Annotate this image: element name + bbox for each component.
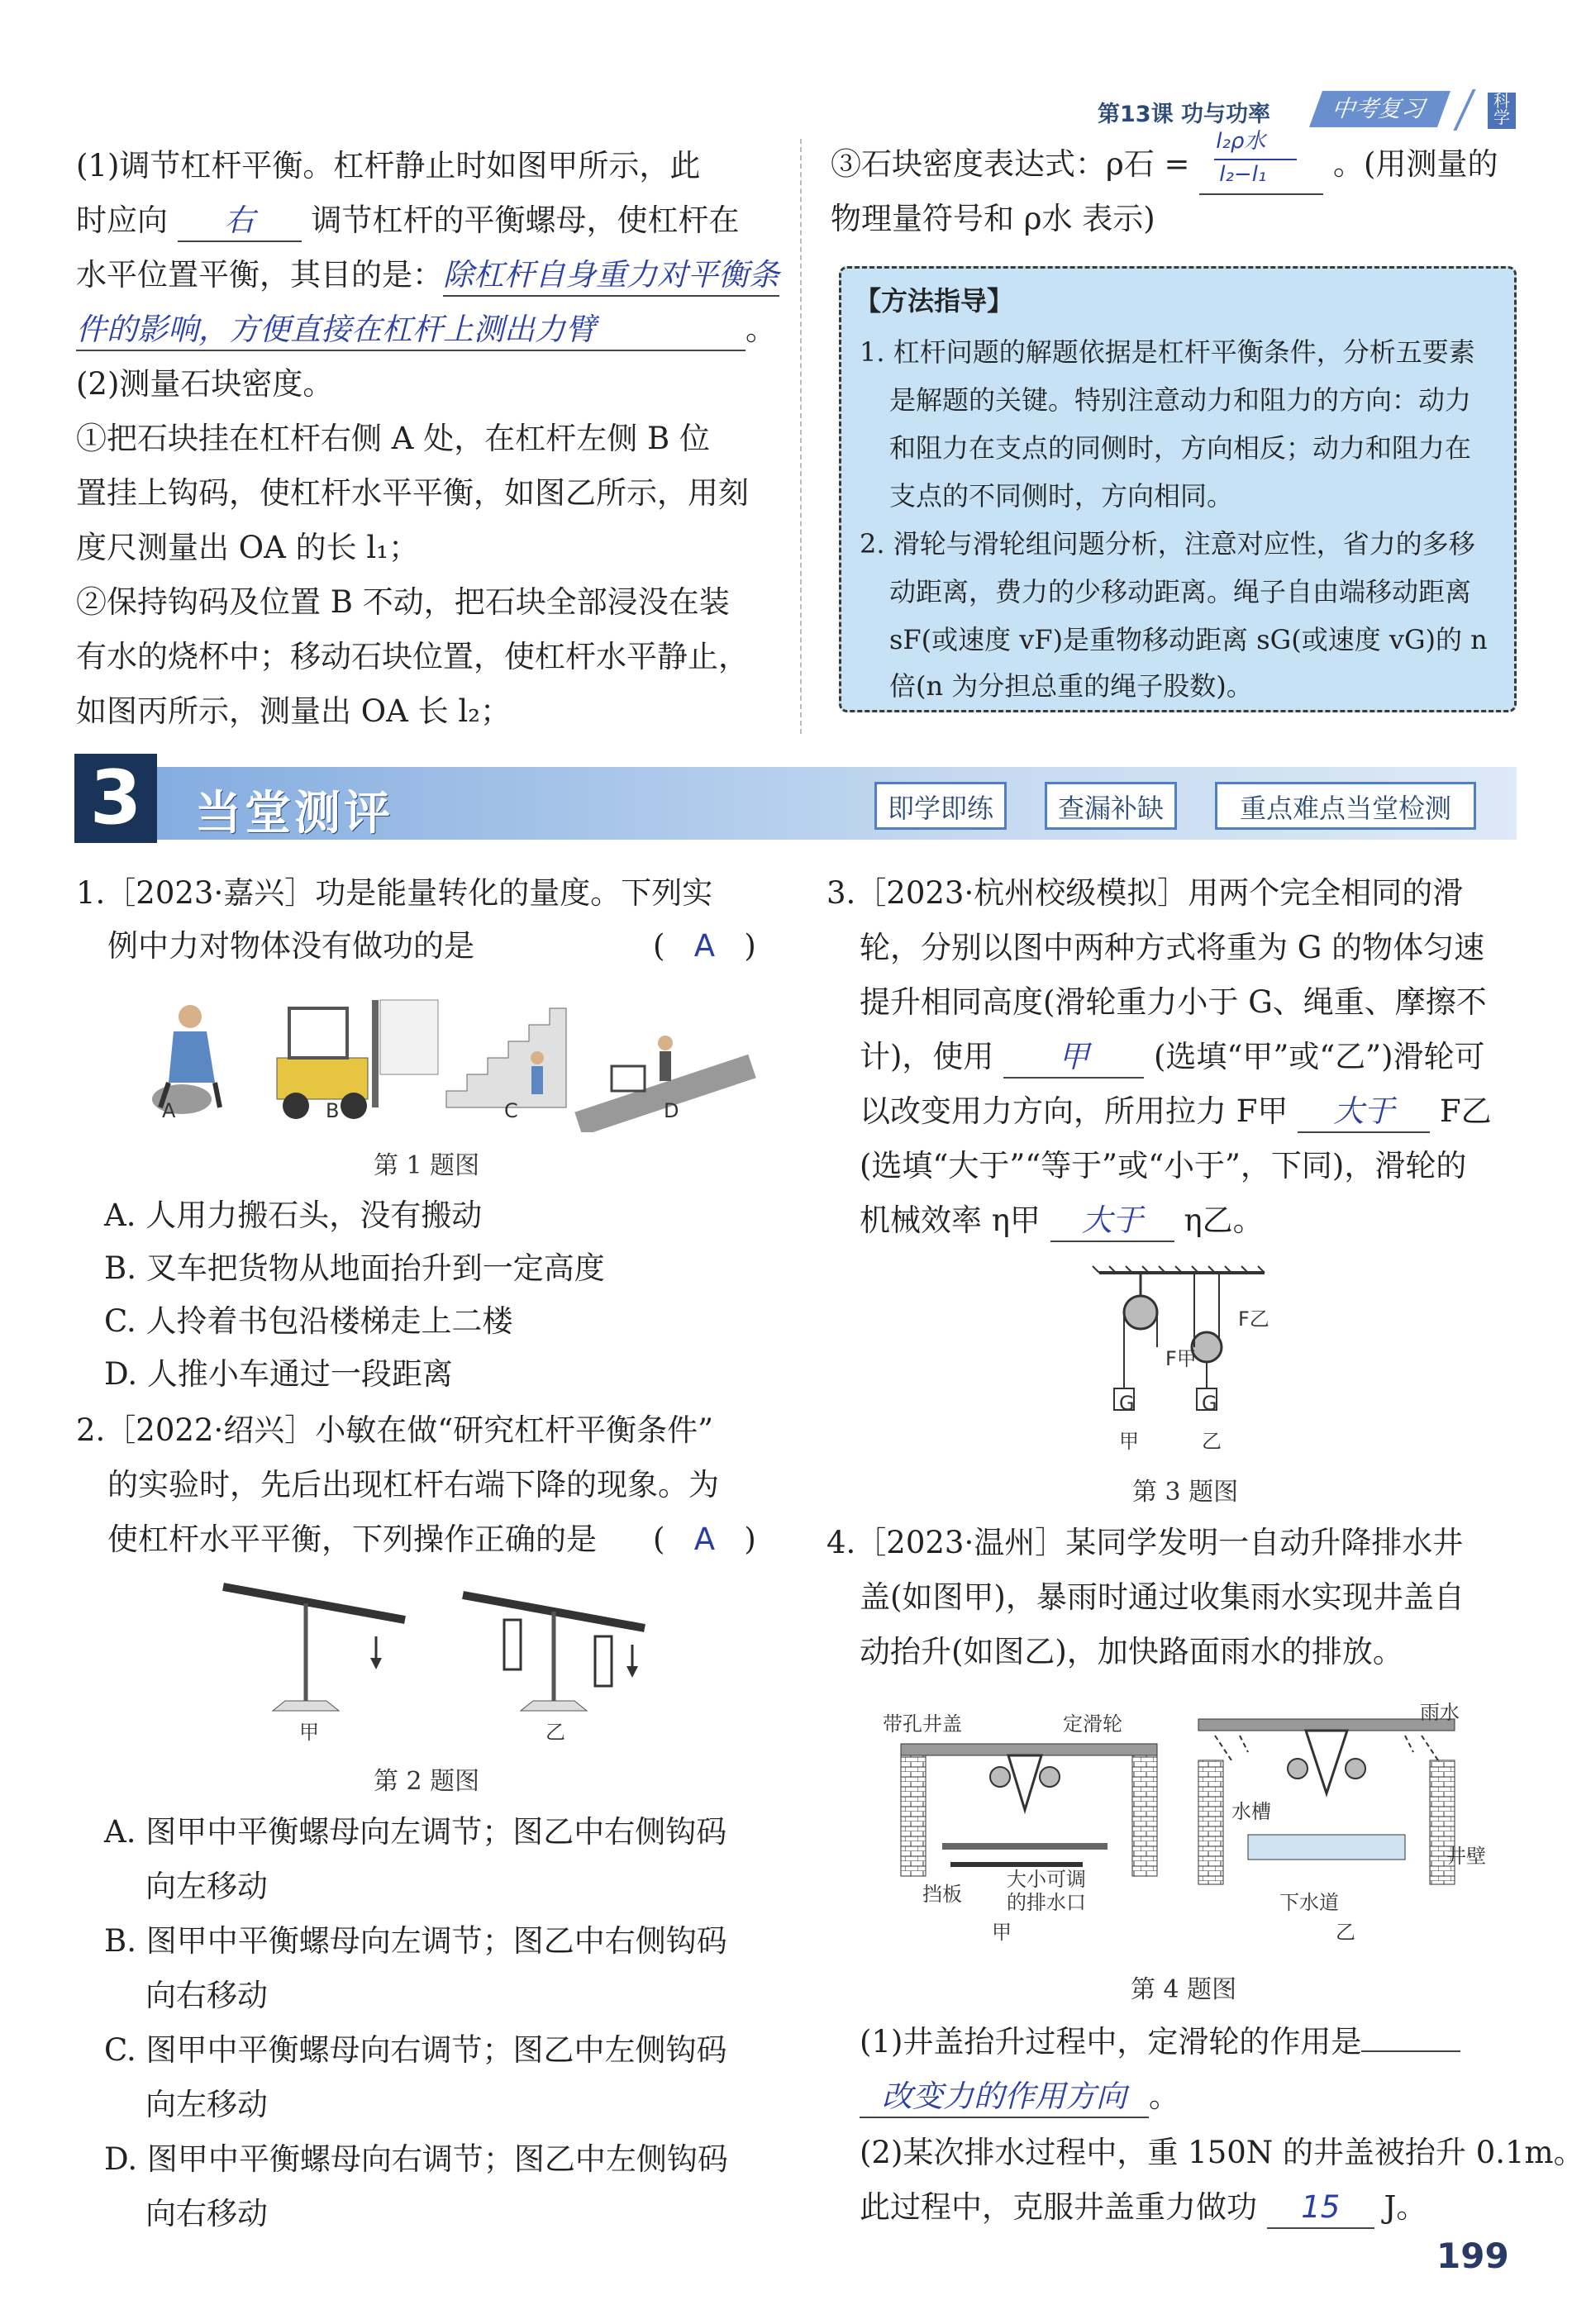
- figure-label: 定滑轮: [1063, 1712, 1122, 1736]
- text-run: 以改变用力方向，所用拉力 F甲: [860, 1093, 1289, 1129]
- lesson-header: 第13课 功与功率: [1098, 102, 1270, 127]
- answer-blank: [1361, 2050, 1460, 2052]
- figure-label: 甲: [1119, 1430, 1139, 1453]
- text-line: [860, 1030, 1485, 1084]
- question-stem: 动抬升(如图乙)，加快路面雨水的排放。: [860, 1634, 1403, 1669]
- answer-bracket: ( A ): [653, 928, 756, 964]
- question-stem: 2.［2022·绍兴］小敏在做“研究杠杆平衡条件”: [76, 1412, 714, 1448]
- text-run: 计)，使用: [860, 1039, 994, 1074]
- text-line: [860, 2180, 1427, 2235]
- answer-blank: [860, 2077, 1149, 2118]
- header-slash: [1453, 89, 1475, 131]
- option: 向右移动: [145, 1978, 268, 2013]
- text-run: F乙: [1439, 1093, 1492, 1129]
- formula-line: [831, 128, 1498, 195]
- text-line: 度尺测量出 OA 的长 l₁；: [76, 530, 420, 565]
- text-run: 水平位置平衡，其目的是：: [76, 257, 443, 293]
- answer-blank: [1050, 1201, 1174, 1242]
- text-line: [76, 193, 740, 248]
- subject-badge: 科学: [1488, 93, 1516, 129]
- section-tag: 查漏补缺: [1045, 782, 1177, 830]
- text-line: [860, 2015, 1460, 2069]
- text-run: 。: [1149, 2079, 1179, 2114]
- text-run: 。(用测量的: [1333, 146, 1498, 182]
- answer-text: 右: [224, 202, 255, 238]
- formula-blank: [1199, 128, 1323, 195]
- lever-b: [463, 1595, 645, 1711]
- figure-label: 雨水: [1420, 1701, 1460, 1724]
- figure-label: D: [664, 1099, 679, 1122]
- answer-text: 改变力的作用方向: [882, 2079, 1127, 2114]
- q2-figure: [215, 1579, 661, 1719]
- text-run: ③石块密度表达式：ρ石 =: [831, 146, 1190, 182]
- figure-label: B: [326, 1099, 340, 1122]
- text-line: [76, 248, 779, 302]
- option: A. 人用力搬石头，没有搬动: [104, 1198, 483, 1233]
- text-line: 物理量符号和 ρ水 表示): [831, 201, 1155, 236]
- text-run: 调节杠杆的平衡螺母，使杠杆在: [311, 202, 740, 238]
- figure-label: 井壁: [1446, 1845, 1486, 1868]
- figure-label: G: [1202, 1392, 1217, 1415]
- figure-label: G: [1119, 1392, 1135, 1415]
- figure-label: 甲: [299, 1721, 319, 1744]
- figure-b: [277, 1000, 438, 1119]
- answer-blank: [1003, 1037, 1144, 1079]
- text-line: 有水的烧杯中；移动石块位置，使杠杆水平静止，: [76, 639, 749, 674]
- review-badge: 中考复习: [1309, 91, 1450, 127]
- guide-line: 是解题的关键。特别注意动力和阻力的方向：动力: [889, 384, 1472, 416]
- text-line: (2)测量石块密度。: [76, 366, 334, 402]
- figure-label: F乙: [1238, 1307, 1269, 1331]
- guide-line: 支点的不同侧时，方向相同。: [889, 480, 1234, 512]
- figure-label: 乙: [545, 1721, 565, 1744]
- text-line: ②保持钩码及位置 B 不动，把石块全部浸没在装: [76, 584, 730, 620]
- figure-label: A: [162, 1099, 176, 1122]
- question-stem: 使杠杆水平平衡，下列操作正确的是: [107, 1522, 597, 1557]
- figure-caption: 第 3 题图: [1132, 1478, 1239, 1507]
- option: 向左移动: [145, 1869, 268, 1904]
- figure-label: 大小可调: [1007, 1868, 1086, 1891]
- answer-bracket: ( A ): [653, 1522, 756, 1557]
- lever-a: [223, 1587, 405, 1711]
- text-run: 。: [745, 312, 776, 347]
- question-stem: (选填“大于”“等于”或“小于”，下同)，滑轮的: [860, 1148, 1467, 1183]
- guide-line: 倍(n 为分担总重的绳子股数)。: [889, 670, 1253, 702]
- answer-blank: [1267, 2188, 1374, 2229]
- text-run: J。: [1384, 2189, 1427, 2225]
- section-tag: 即学即练: [874, 782, 1007, 830]
- guide-line: 动距离，费力的少移动距离。绳子自由端移动距离: [889, 576, 1472, 607]
- text-run: 机械效率 η甲: [860, 1202, 1041, 1238]
- guide-line: 和阻力在支点的同侧时，方向相反；动力和阻力在: [889, 432, 1472, 464]
- figure-caption: 第 1 题图: [374, 1151, 480, 1180]
- answer-blank: [1298, 1092, 1430, 1133]
- figure-label: 下水道: [1279, 1891, 1339, 1914]
- text-line: [860, 1193, 1264, 1248]
- guide-title: 【方法指导】: [855, 285, 1014, 317]
- answer-text: 除杠杆自身重力对平衡条: [443, 255, 779, 297]
- figure-label: 的排水口: [1007, 1891, 1086, 1914]
- figure-label: 水槽: [1231, 1800, 1271, 1823]
- text-run: η乙。: [1184, 1202, 1264, 1238]
- figure-caption: 第 4 题图: [1131, 1975, 1237, 2004]
- figure-c: [446, 1008, 566, 1107]
- q4-figure: [893, 1703, 1521, 1909]
- figure-a: [152, 1005, 220, 1114]
- text-line: [860, 2069, 1179, 2124]
- question-stem: 的实验时，先后出现杠杆右端下降的现象。为: [107, 1467, 719, 1503]
- section-number: 3: [74, 754, 157, 843]
- figure-label: F甲: [1165, 1347, 1197, 1370]
- figure-label: 带孔井盖: [883, 1712, 962, 1736]
- figure-label: 甲: [992, 1921, 1012, 1944]
- figure-label: 乙: [1202, 1430, 1222, 1453]
- question-stem: 提升相同高度(滑轮重力小于 G、绳重、摩擦不: [860, 984, 1487, 1020]
- fraction-numerator: l₂ρ水: [1216, 128, 1266, 154]
- figure-label: C: [504, 1099, 518, 1122]
- answer-blank: [178, 201, 302, 242]
- column-divider: [800, 139, 802, 734]
- option: D. 图甲中平衡螺母向右调节；图乙中左侧钩码: [104, 2141, 728, 2177]
- question-stem: 3.［2023·杭州校级模拟］用两个完全相同的滑: [826, 875, 1464, 911]
- text-line: 如图丙所示，测量出 OA 长 l₂；: [76, 693, 512, 729]
- well-a: [901, 1744, 1157, 1876]
- figure-label: 挡板: [922, 1883, 962, 1906]
- guide-line: sF(或速度 vF)是重物移动距离 sG(或速度 vG)的 n: [889, 624, 1488, 655]
- page-number: 199: [1436, 2236, 1509, 2276]
- figure-caption: 第 2 题图: [374, 1767, 480, 1796]
- answer-text: 15: [1301, 2189, 1341, 2225]
- answer-text: 大于: [1333, 1093, 1395, 1129]
- answer-text: 大于: [1081, 1202, 1143, 1238]
- question-stem: 例中力对物体没有做功的是: [107, 928, 474, 964]
- text-line: (2)某次排水过程中，重 150N 的井盖被抬升 0.1m。: [860, 2135, 1584, 2170]
- option: B. 叉车把货物从地面抬升到一定高度: [104, 1250, 605, 1286]
- section-title: 当堂测评: [195, 787, 393, 841]
- text-line: ①把石块挂在杠杆右侧 A 处，在杠杆左侧 B 位: [76, 421, 710, 456]
- text-run: 时应向: [76, 202, 168, 238]
- text-line: [76, 302, 776, 357]
- fixed-pulley: [1114, 1273, 1157, 1410]
- answer-text: 甲: [1058, 1039, 1089, 1074]
- text-line: 置挂上钩码，使杠杆水平平衡，如图乙所示，用刻: [76, 475, 749, 511]
- option: C. 人拎着书包沿楼梯走上二楼: [104, 1303, 513, 1339]
- movable-pulley: [1192, 1273, 1222, 1410]
- option: 向左移动: [145, 2087, 268, 2122]
- text-run: (1)井盖抬升过程中，定滑轮的作用是: [860, 2024, 1362, 2060]
- figure-label: 乙: [1336, 1921, 1355, 1944]
- question-stem: 4.［2023·温州］某同学发明一自动升降排水井: [826, 1525, 1464, 1560]
- option: B. 图甲中平衡螺母向左调节；图乙中右侧钩码: [104, 1923, 727, 1959]
- option: D. 人推小车通过一段距离: [104, 1356, 453, 1392]
- question-stem: 轮，分别以图中两种方式将重为 G 的物体匀速: [860, 930, 1485, 965]
- option: 向右移动: [145, 2196, 268, 2231]
- section-tag: 重点难点当堂检测: [1215, 782, 1476, 830]
- option: C. 图甲中平衡螺母向右调节；图乙中左侧钩码: [104, 2032, 727, 2068]
- method-guide-box: [839, 266, 1517, 712]
- question-stem: 盖(如图甲)，暴雨时通过收集雨水实现井盖自: [860, 1579, 1465, 1615]
- text-run: (选填“甲”或“乙”)滑轮可: [1153, 1039, 1485, 1074]
- text-run: 此过程中，克服井盖重力做功: [860, 2189, 1257, 2225]
- answer-text: A: [693, 928, 716, 964]
- answer-text: 件的影响，方便直接在杠杆上测出力臂: [76, 310, 745, 351]
- text-line: [860, 1084, 1492, 1139]
- guide-line: 2. 滑轮与滑轮组问题分析，注意对应性，省力的多移: [860, 528, 1475, 560]
- question-stem: 1.［2023·嘉兴］功是能量转化的量度。下列实: [76, 875, 713, 911]
- option: A. 图甲中平衡螺母向左调节；图乙中右侧钩码: [104, 1814, 727, 1850]
- fraction-denominator: l₂−l₁: [1219, 161, 1267, 187]
- text-line: (1)调节杠杆平衡。杠杆静止时如图甲所示，此: [76, 148, 701, 183]
- guide-line: 1. 杠杆问题的解题依据是杠杆平衡条件，分析五要素: [860, 336, 1475, 368]
- answer-text: A: [693, 1522, 716, 1557]
